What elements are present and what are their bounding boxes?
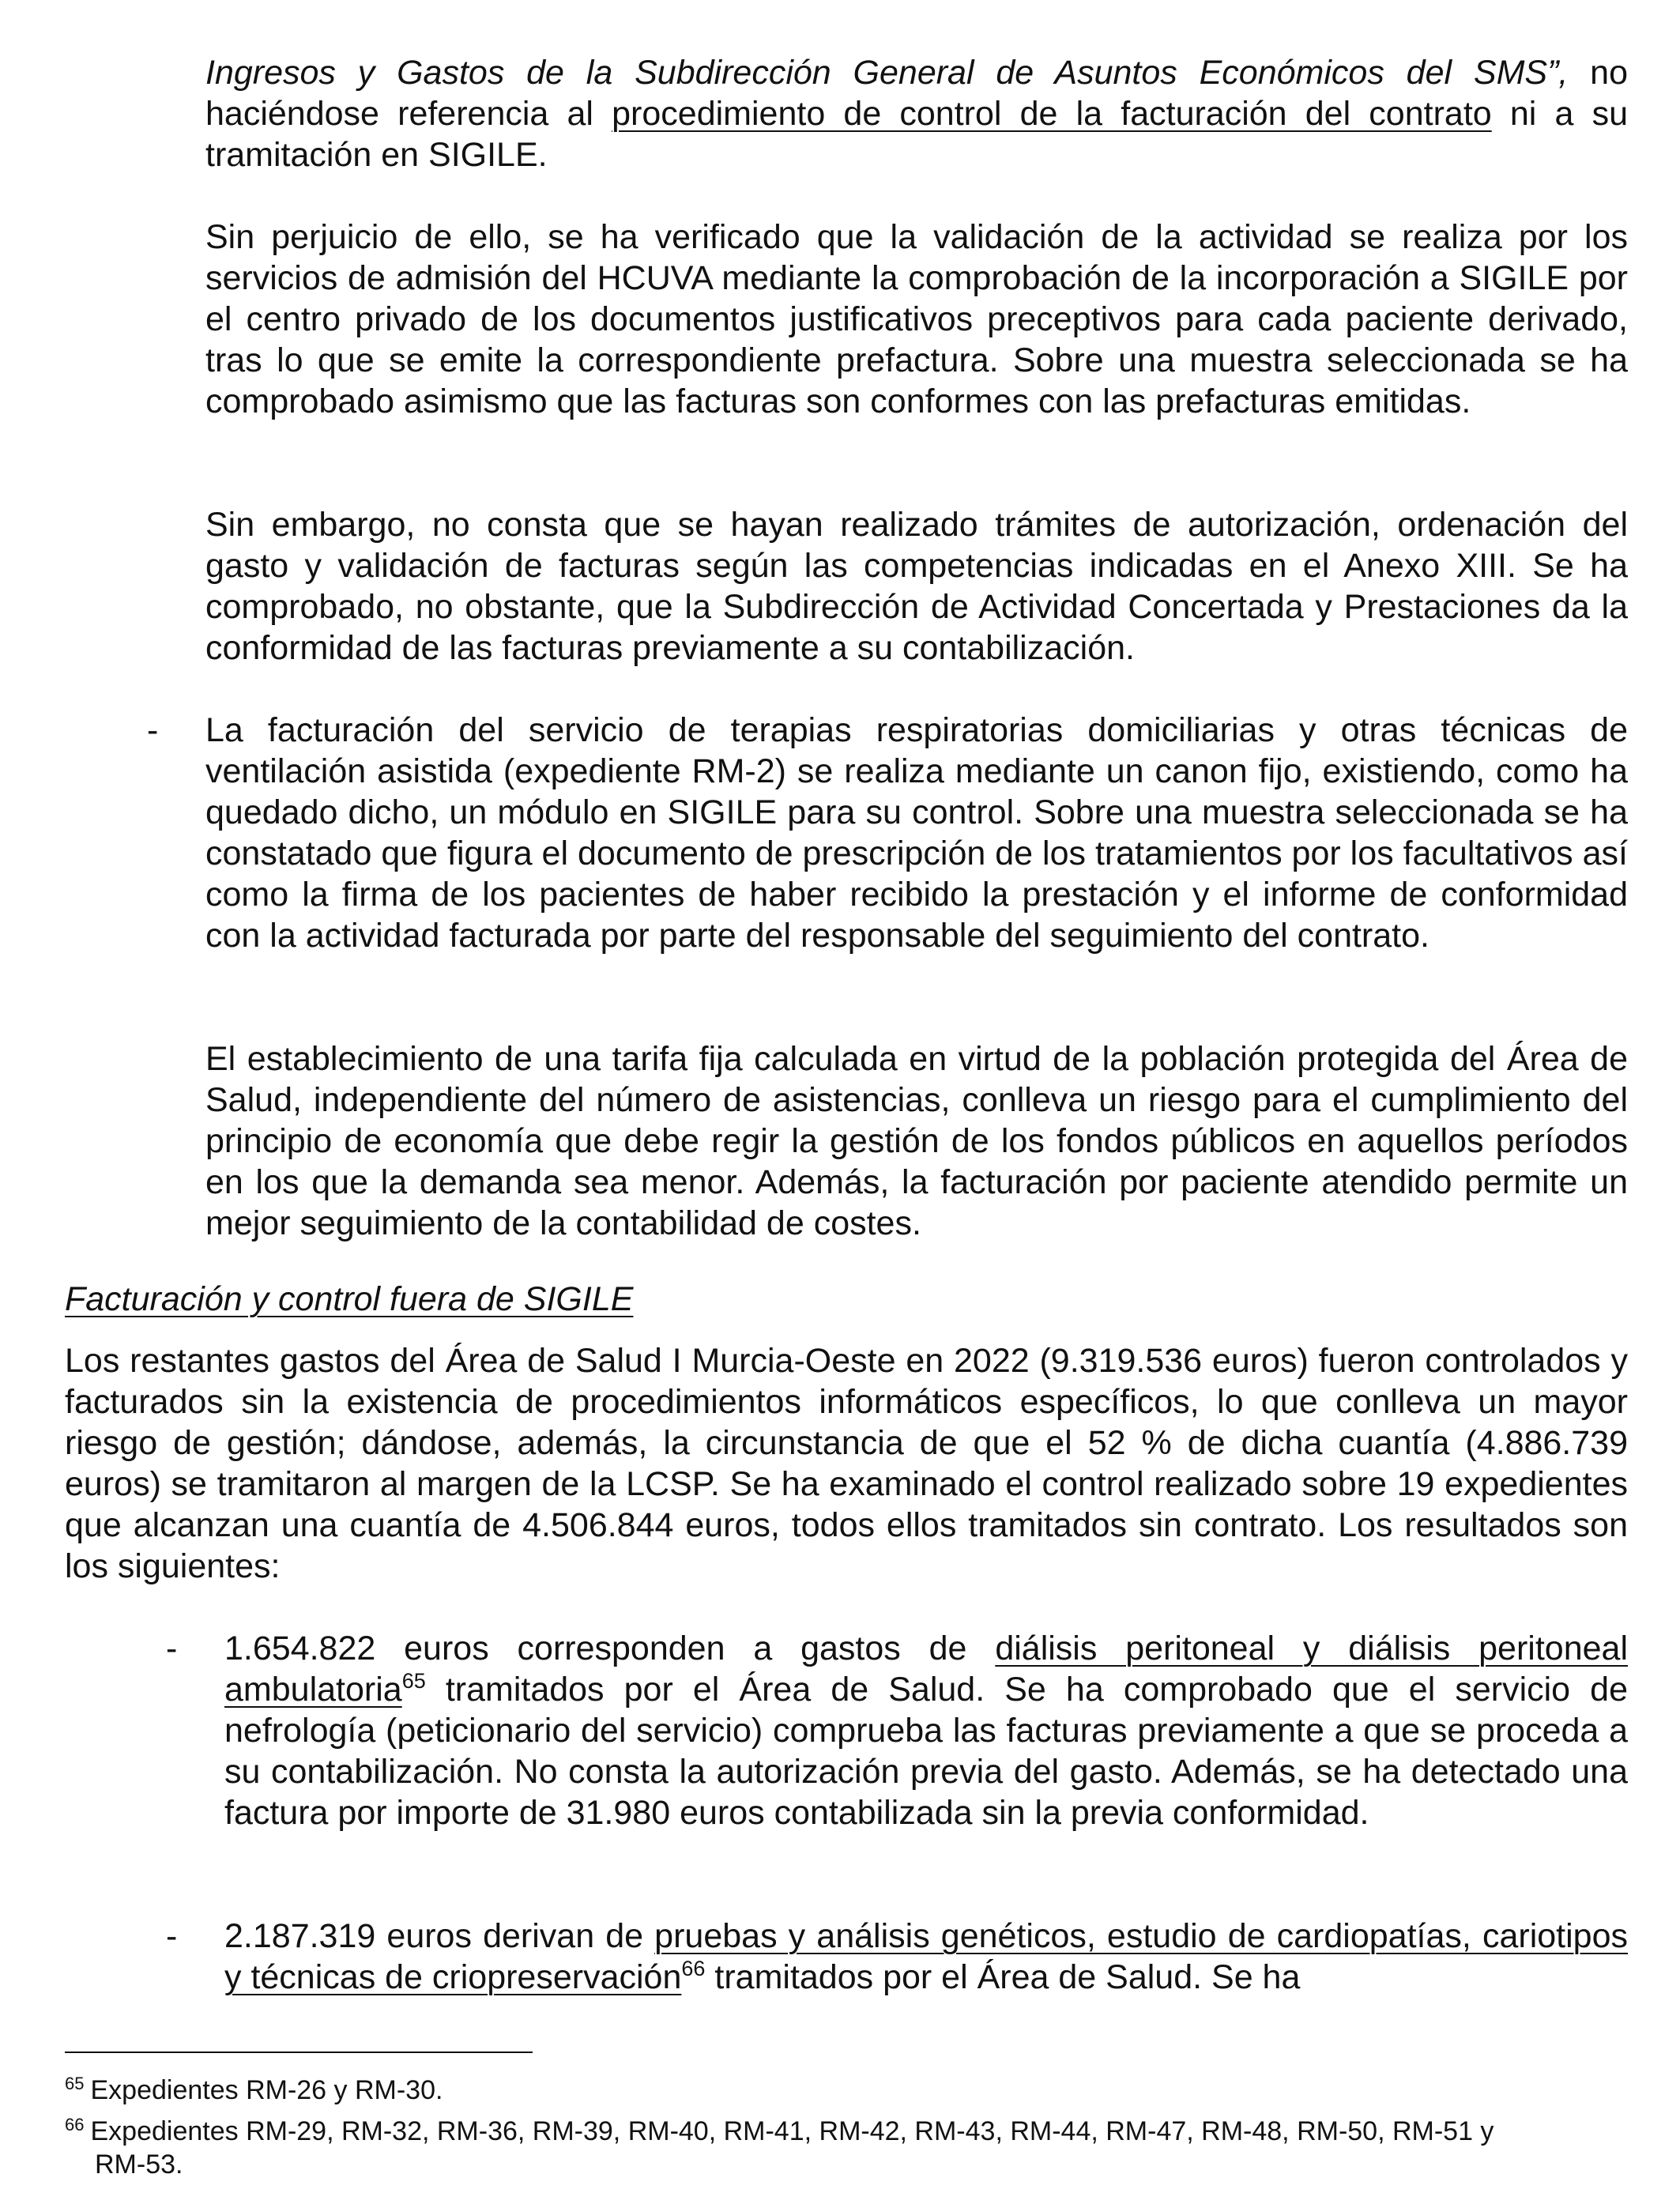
bullet-dash: - (166, 1630, 178, 1667)
paragraph-authorization-missing: Sin embargo, no consta que se hayan realizado trámites de autorización, ordenación del gasto y validación de facturas según las competencias indicadas en el Anexo XIII. Se ha comprobado, no obstante, que la Subdirección de Actividad Concertada y Prestaciones da la conformidad de las facturas previamente a su contabilización. (205, 506, 1628, 667)
paragraph-remaining-expenses: Los restantes gastos del Área de Salud I Murcia-Oeste en 2022 (9.319.536 euros) fueron controlados y facturados sin la existencia de procedimientos informáticos específicos, lo que conlleva un mayor riesgo de gestión; dándose, además, la circunstancia de que el 52 % de dicha cuantía (4.886.739 euros) se tramitaron al margen de la LCSP. Se ha examinado el control realizado sobre 19 expedientes que alcanzan una cuantía de 4.506.844 euros, todos ellos tramitados sin contrato. Los resultados son los siguientes: (65, 1342, 1628, 1585)
footnote-ref: 65 (401, 1669, 426, 1693)
bullet-dialysis: 1.654.822 euros corresponden a gastos de diálisis peritoneal y diálisis peritoneal ambulatoria$^{65}$ tramitados por el Área de Salud. Se ha comprobado que el servicio de nefrología (peticionario del servicio) comprueba las facturas previamente a que se proceda a su contabilización. No consta la autorización previa del gasto. Además, se ha detectado una factura por importe de 31.980 euros contabilizada sin la previa conformidad. (224, 1630, 1628, 1832)
bullet-respiratory-therapies: La facturación del servicio de terapias respiratorias domiciliarias y otras técnicas de ventilación asistida (expediente RM-2) se realiza mediante un canon fijo, existiendo, como ha quedado dicho, un módulo en SIGILE para su control. Sobre una muestra seleccionada se ha constatado que figura el documento de prescripción de los tratamientos por los facultativos así como la firma de los pacientes de haber recibido la prestación y el informe de conformidad con la actividad facturada por parte del responsable del seguimiento del contrato. (205, 711, 1628, 955)
paragraph-fixed-rate-risk: El establecimiento de una tarifa fija calculada en virtud de la población protegida del Área de Salud, independiente del número de asistencias, conlleva un riesgo para el cumplimiento del principio de economía que debe regir la gestión de los fondos públicos en aquellos períodos en los que la demanda sea menor. Además, la facturación por paciente atendido permite un mejor seguimiento de la contabilidad de costes. (205, 1040, 1628, 1242)
footnote-66: $^{66}$ Expedientes RM-29, RM-32, RM-36, RM-39, RM-40, RM-41, RM-42, RM-43, RM-44, RM-47, RM-48, RM-50, RM-51 y RM-53. (65, 2115, 1494, 2180)
bullet-dash: - (166, 1917, 178, 1955)
italic-quote: Ingresos y Gastos de la Subdirección General de Asuntos Económicos del SMS”, (205, 54, 1569, 92)
section-heading: Facturación y control fuera de SIGILE (65, 1280, 634, 1318)
footnote-separator (65, 2051, 533, 2053)
bullet-genetic-tests: 2.187.319 euros derivan de pruebas y análisis genéticos, estudio de cardiopatías, cariotipos y técnicas de criopreservación$^{66}$ tramitados por el Área de Salud. Se ha (224, 1917, 1628, 1996)
underlined-term: pruebas y análisis genéticos, estudio de cardiopatías, cariotipos y técnicas de criopreservación (224, 1917, 1628, 1996)
paragraph-contract-billing-control: Ingresos y Gastos de la Subdirección General de Asuntos Económicos del SMS”, no haciéndose referencia al procedimiento de control de la facturación del contrato ni a su tramitación en SIGILE. (205, 54, 1629, 174)
footnote-ref: 66 (681, 1957, 706, 1980)
underlined-term: diálisis peritoneal y diálisis peritoneal ambulatoria (224, 1630, 1628, 1709)
underlined-term: procedimiento de control de la facturación del contrato (612, 95, 1492, 133)
paragraph-activity-validation: Sin perjuicio de ello, se ha verificado que la validación de la actividad se realiza por los servicios de admisión del HCUVA mediante la comprobación de la incorporación a SIGILE por el centro privado de los documentos justificativos preceptivos para cada paciente derivado, tras lo que se emite la correspondiente prefactura. Sobre una muestra seleccionada se ha comprobado asimismo que las facturas son conformes con las prefacturas emitidas. (205, 218, 1628, 420)
footnote-65: $^{65}$ Expedientes RM-26 y RM-30. (65, 2074, 443, 2105)
bullet-dash: - (147, 711, 159, 749)
